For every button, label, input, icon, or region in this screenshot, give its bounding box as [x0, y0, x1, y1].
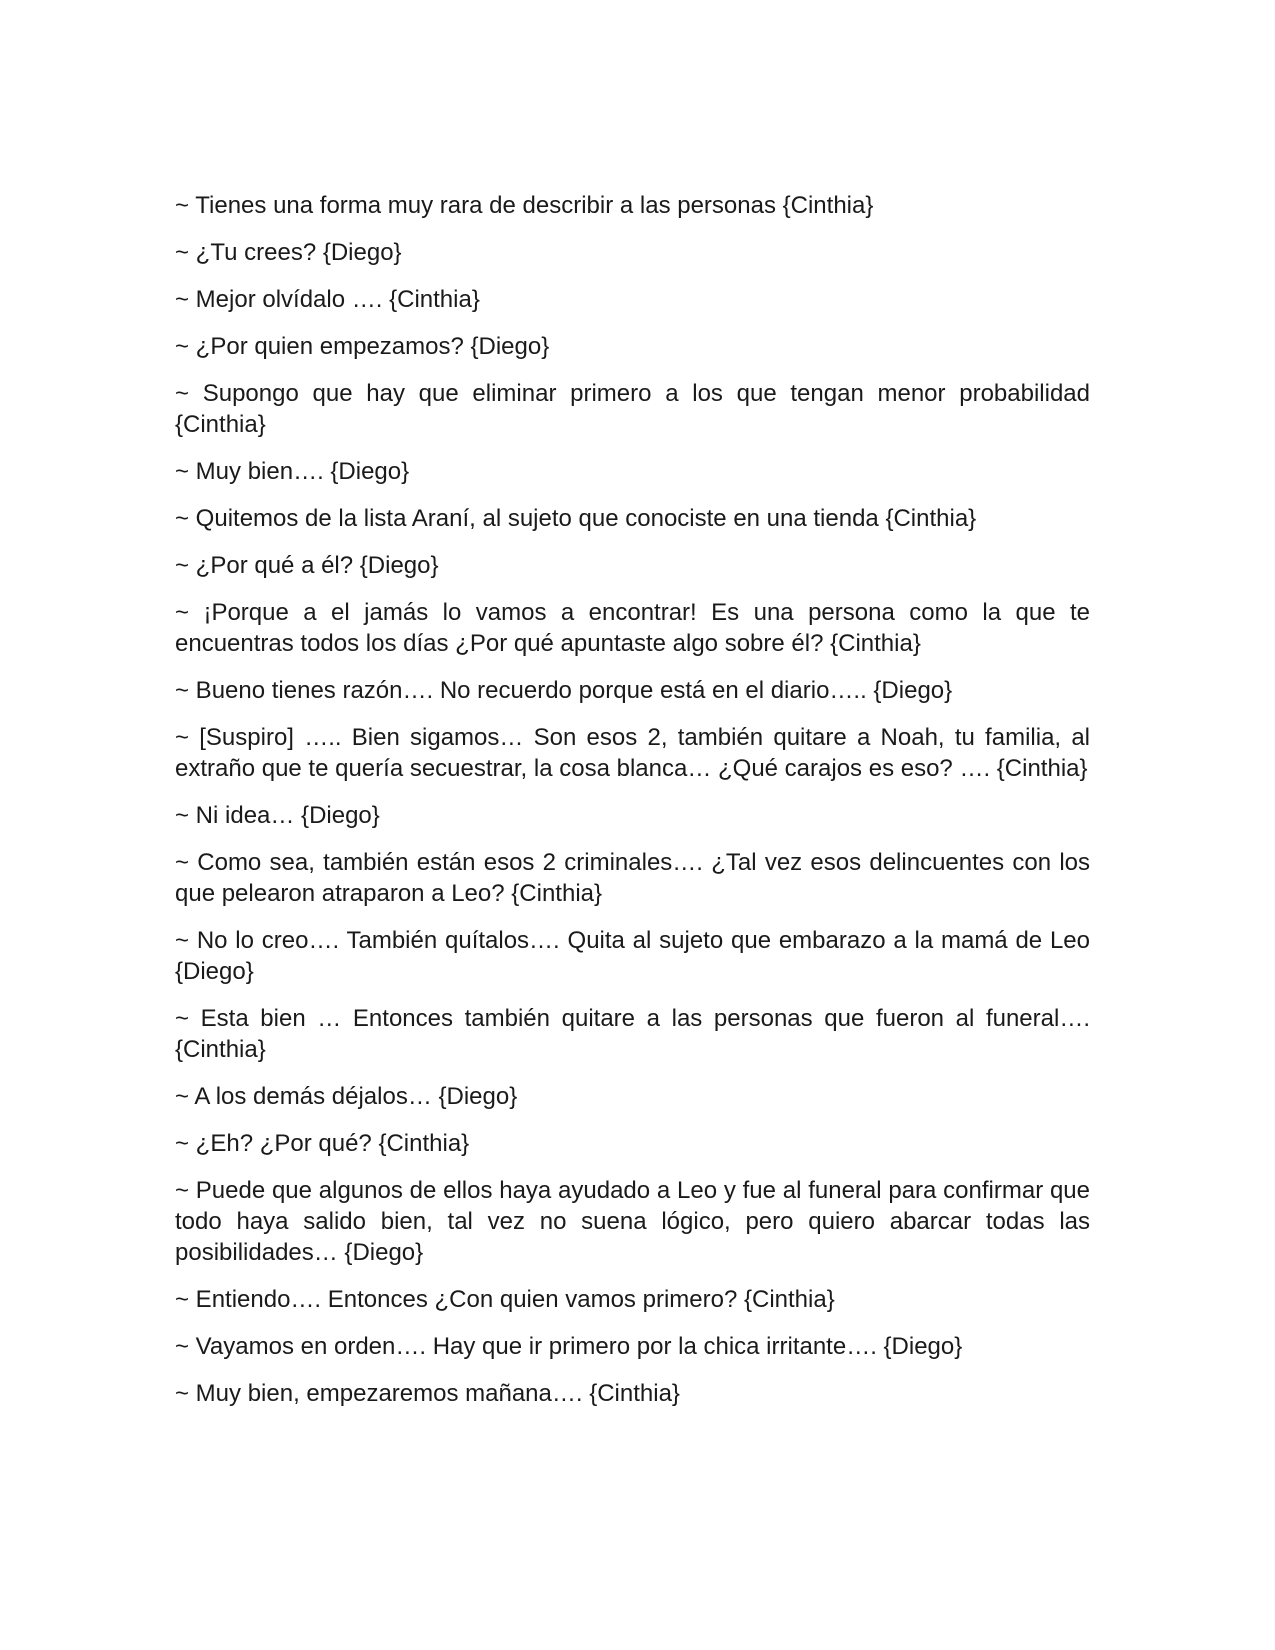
- dialogue-line: ~ Mejor olvídalo …. {Cinthia}: [175, 286, 480, 313]
- dialogue-line: ~ ¿Por qué a él? {Diego}: [175, 552, 439, 579]
- dialogue-line: ~ ¡Porque a el jamás lo vamos a encontrar! Es una persona como la que te encuentras todos los días ¿Por qué apuntaste algo sobre él? {Cinthia}: [175, 599, 1090, 657]
- dialogue-line: ~ No lo creo…. También quítalos…. Quita al sujeto que embarazo a la mamá de Leo {Diego}: [175, 927, 1090, 985]
- dialogue-line: ~ Entiendo…. Entonces ¿Con quien vamos primero? {Cinthia}: [175, 1286, 835, 1313]
- dialogue-line: ~ Muy bien, empezaremos mañana…. {Cinthia}: [175, 1380, 680, 1407]
- dialogue-line: ~ Quitemos de la lista Araní, al sujeto que conociste en una tienda {Cinthia}: [175, 505, 977, 532]
- dialogue-text: [175, 190, 1090, 1425]
- dialogue-line: ~ Muy bien…. {Diego}: [175, 458, 410, 485]
- dialogue-line: ~ A los demás déjalos… {Diego}: [175, 1083, 518, 1110]
- dialogue-line: ~ Supongo que hay que eliminar primero a los que tengan menor probabilidad {Cinthia}: [175, 380, 1090, 438]
- dialogue-line: ~ Como sea, también están esos 2 criminales…. ¿Tal vez esos delincuentes con los que pelearon atraparon a Leo? {Cinthia}: [175, 849, 1090, 907]
- dialogue-line: ~ ¿Por quien empezamos? {Diego}: [175, 333, 550, 360]
- dialogue-line: ~ ¿Tu crees? {Diego}: [175, 239, 402, 266]
- dialogue-line: ~ Bueno tienes razón…. No recuerdo porque está en el diario….. {Diego}: [175, 677, 953, 704]
- dialogue-line: ~ Puede que algunos de ellos haya ayudado a Leo y fue al funeral para confirmar que todo haya salido bien, tal vez no suena lógico, pero quiero abarcar todas las posibilidades… {Diego}: [175, 1177, 1090, 1266]
- dialogue-line: ~ Tienes una forma muy rara de describir a las personas {Cinthia}: [175, 192, 874, 219]
- dialogue-line: ~ Ni idea… {Diego}: [175, 802, 380, 829]
- dialogue-line: ~ Esta bien … Entonces también quitare a las personas que fueron al funeral…. {Cinthia}: [175, 1005, 1090, 1063]
- dialogue-line: ~ ¿Eh? ¿Por qué? {Cinthia}: [175, 1130, 470, 1157]
- dialogue-line: ~ Vayamos en orden…. Hay que ir primero por la chica irritante…. {Diego}: [175, 1333, 963, 1360]
- dialogue-line: ~ [Suspiro] ….. Bien sigamos… Son esos 2, también quitare a Noah, tu familia, al extraño que te quería secuestrar, la cosa blanca… ¿Qué carajos es eso? …. {Cinthia}: [175, 724, 1090, 782]
